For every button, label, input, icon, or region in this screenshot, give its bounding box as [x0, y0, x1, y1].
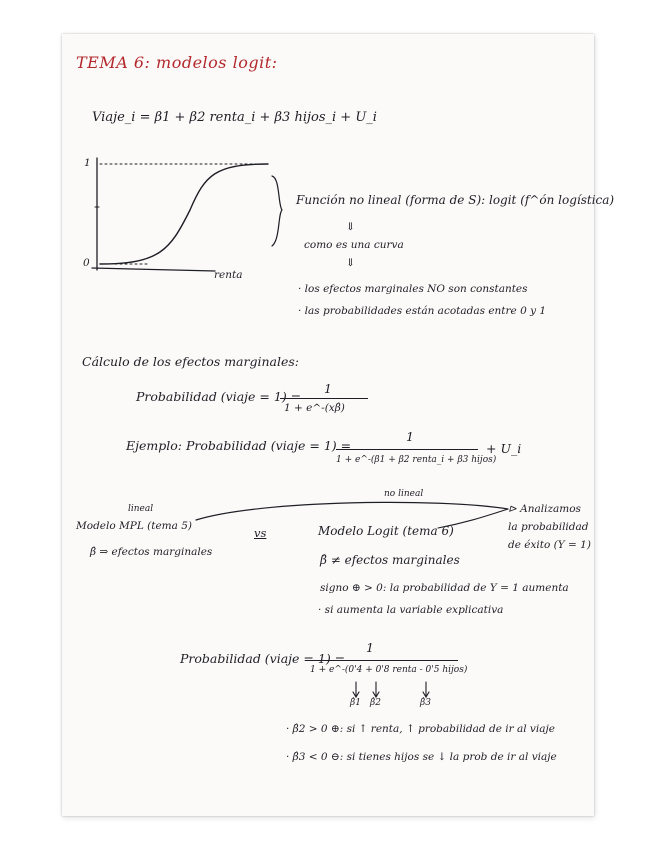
- beta2-interpretation: · β̂2 > 0 ⊕: si ↑ renta, ↑ probabilidad de ir al viaje: [286, 723, 555, 735]
- prob-formula-numerator: 1: [324, 381, 332, 396]
- example-lhs: Ejemplo: Probabilidad (viaje = 1) =: [126, 438, 352, 453]
- sign-interpretation-2: · si aumenta la variable explicativa: [318, 604, 504, 616]
- page-title: TEMA 6: modelos logit:: [76, 53, 278, 72]
- beta3-interpretation: · β̂3 < 0 ⊖: si tienes hijos se ↓ la prob de ir al viaje: [286, 751, 557, 763]
- analyze-note-line2: la probabilidad: [508, 521, 589, 533]
- prob-formula-lhs: Probabilidad (viaje = 1) =: [136, 389, 302, 404]
- nonlinear-note: Función no lineal (forma de S): logit (f^ón logística): [296, 193, 615, 207]
- analyze-note-line1: ⊳ Analizamos: [508, 503, 581, 515]
- logit-model-label: Modelo Logit (tema 6): [318, 524, 454, 538]
- analyze-note-line3: de éxito (Y = 1): [508, 539, 591, 551]
- bounded-probabilities-note: · las probabilidades están acotadas entre 0 y 1: [298, 305, 547, 317]
- curve-note: como es una curva: [304, 239, 404, 251]
- mpl-effect: β̂ ⇒ efectos marginales: [90, 546, 213, 558]
- example-denominator: 1 + e^-(β1 + β2 renta_i + β3 hijos): [336, 455, 497, 465]
- final-prob-lhs: Probabilidad (viaje = 1) =: [180, 651, 346, 666]
- vs-label: vs: [254, 526, 267, 540]
- final-denominator: 1 + e^-(0'4 + 0'8 renta - 0'5 hijos): [310, 665, 468, 675]
- logit-effect: β̂ ≠ efectos marginales: [320, 553, 460, 567]
- model-equation: Viaje_i = β1 + β2 renta_i + β3 hijos_i + U_i: [92, 110, 377, 125]
- down-arrow-1: ⇓: [346, 221, 355, 233]
- graph-y-top-label: 1: [84, 157, 91, 169]
- calc-heading: Cálculo de los efectos marginales:: [82, 354, 300, 369]
- final-numerator: 1: [366, 640, 374, 655]
- beta3-label: β̂3: [420, 698, 431, 708]
- beta1-label: β̂1: [350, 698, 361, 708]
- prob-formula-denominator: 1 + e^-(xβ̂): [284, 402, 345, 414]
- beta2-label: β̂2: [370, 698, 381, 708]
- graph-x-label: renta: [214, 269, 243, 281]
- graph-y-bottom-label: 0: [83, 257, 90, 269]
- logit-annotation: no lineal: [384, 489, 424, 499]
- sign-interpretation-1: signo ⊕ > 0: la probabilidad de Y = 1 aumenta: [320, 582, 569, 594]
- mpl-annotation: lineal: [128, 504, 154, 514]
- down-arrow-2: ⇓: [346, 257, 355, 269]
- marginal-effects-note: · los efectos marginales NO son constantes: [298, 283, 528, 295]
- example-tail: + U_i: [486, 441, 522, 456]
- example-numerator: 1: [406, 429, 414, 444]
- mpl-model-label: Modelo MPL (tema 5): [76, 520, 193, 532]
